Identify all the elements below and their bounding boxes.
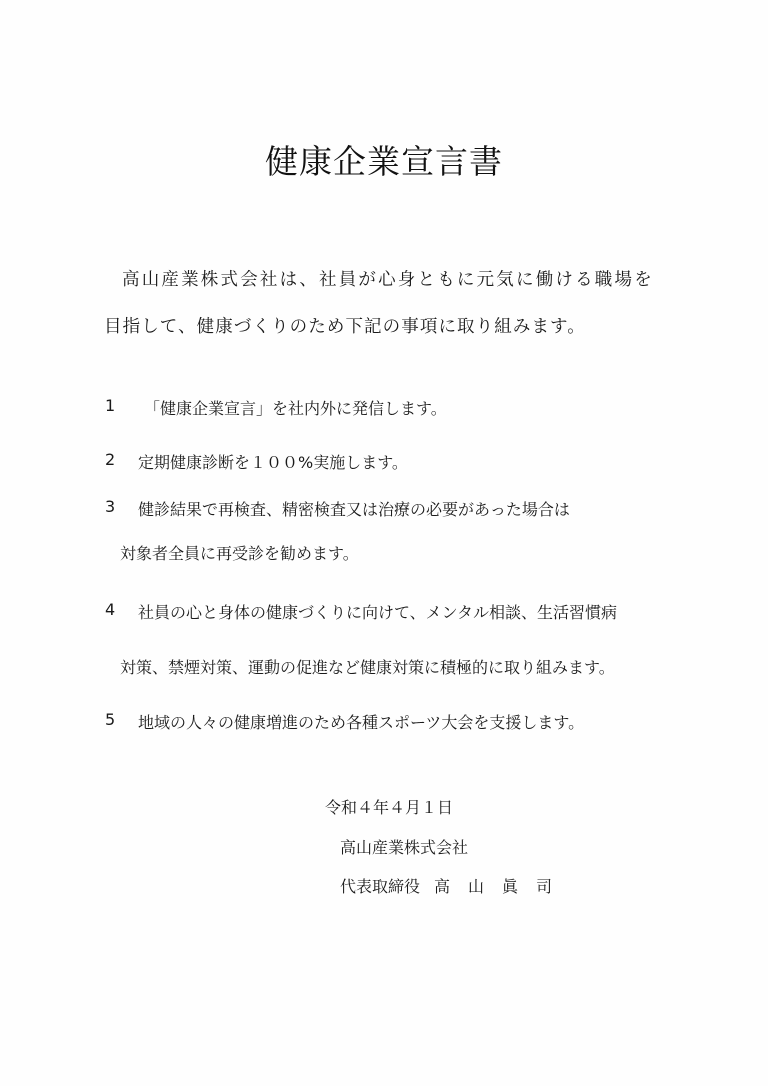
item-number-2: 2 — [105, 450, 116, 469]
item-number-5: 5 — [105, 710, 116, 729]
item-text-3-line-2: 対象者全員に再受診を勧めます。 — [120, 544, 359, 563]
item-text-1: 「健康企業宣言」を社内外に発信します。 — [144, 399, 447, 418]
intro-line-1: 高山産業株式会社は、社員が心身ともに元気に働ける職場を — [122, 270, 654, 290]
signature-company: 高山産業株式会社 — [340, 838, 469, 857]
signature-name: 高山眞司 — [434, 877, 571, 896]
item-text-2: 定期健康診断を１００%実施します。 — [138, 453, 408, 472]
item-number-1: 1 — [105, 396, 116, 415]
signature-role: 代表取締役 — [340, 877, 421, 896]
item-text-4-line-1: 社員の心と身体の健康づくりに向けて、メンタル相談、生活習慣病 — [138, 603, 618, 622]
document-title: 健康企業宣言書 — [265, 142, 503, 181]
intro-line-2: 目指して、健康づくりのため下記の事項に取り組みます。 — [104, 317, 586, 337]
signature-date: 令和４年４月１日 — [325, 798, 454, 817]
item-text-4-line-2: 対策、禁煙対策、運動の促進など健康対策に積極的に取り組みます。 — [120, 658, 615, 677]
item-number-3: 3 — [105, 497, 116, 516]
item-text-3-line-1: 健診結果で再検査、精密検査又は治療の必要があった場合は — [138, 500, 570, 519]
signature-representative — [340, 874, 570, 897]
item-text-5: 地域の人々の健康増進のため各種スポーツ大会を支援します。 — [138, 713, 585, 732]
item-number-4: 4 — [105, 600, 116, 619]
